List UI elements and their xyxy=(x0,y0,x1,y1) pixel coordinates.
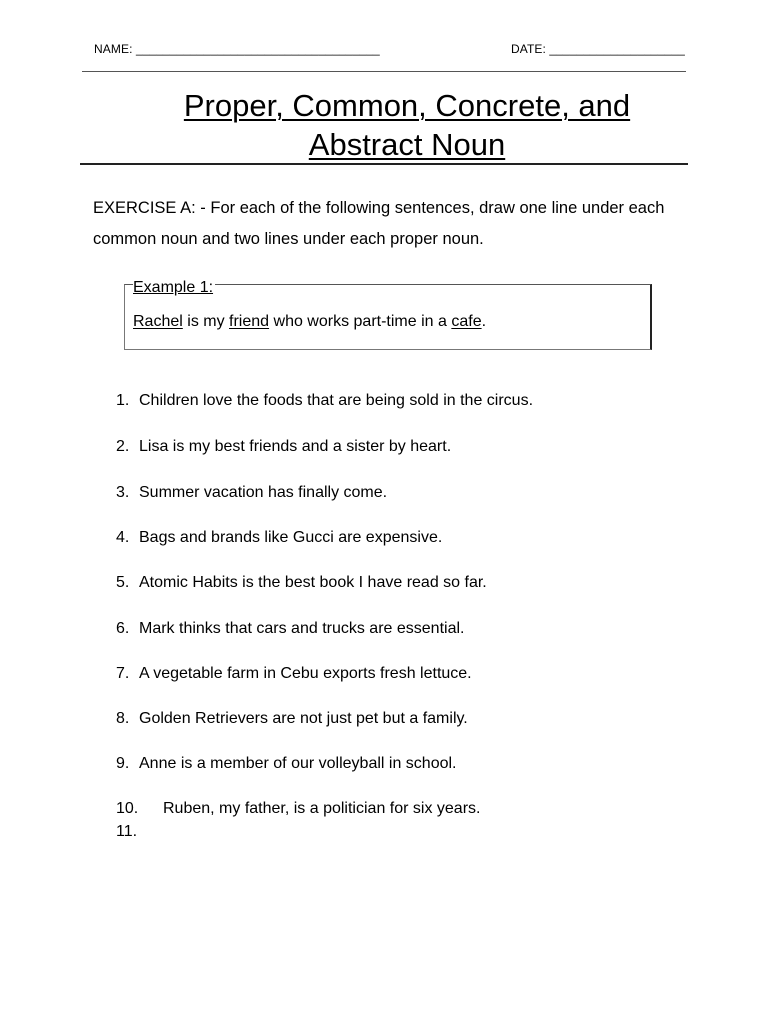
item-sentence: Lisa is my best friends and a sister by heart. xyxy=(139,438,452,455)
item-number: 3. xyxy=(116,484,130,501)
item-sentence: Mark thinks that cars and trucks are essential. xyxy=(139,620,465,637)
item-sentence: Anne is a member of our volleyball in school. xyxy=(139,755,457,772)
list-item xyxy=(116,665,472,683)
list-item xyxy=(116,484,387,502)
name-field-label: NAME: ____________________________________ xyxy=(94,42,380,56)
item-number: 4. xyxy=(116,529,130,546)
title-divider xyxy=(80,163,688,165)
item-number: 8. xyxy=(116,710,130,727)
item-sentence: Golden Retrievers are not just pet but a family. xyxy=(139,710,468,727)
example-title: Example 1: xyxy=(133,279,214,296)
item-sentence: Bags and brands like Gucci are expensive. xyxy=(139,529,443,546)
list-item xyxy=(116,710,468,728)
list-item xyxy=(116,800,480,818)
example-text: is my xyxy=(182,313,230,330)
header-divider xyxy=(82,71,686,72)
item-number: 10. xyxy=(116,800,139,817)
title-line-1: Proper, Common, Concrete, and xyxy=(183,88,631,123)
example-proper-noun: Rachel xyxy=(133,313,183,330)
item-number: 5. xyxy=(116,574,130,591)
example-common-noun: cafe xyxy=(451,313,482,330)
item-sentence: Summer vacation has finally come. xyxy=(139,484,388,501)
list-item xyxy=(116,392,533,410)
item-sentence: Ruben, my father, is a politician for six years. xyxy=(163,800,481,817)
list-item xyxy=(116,574,487,592)
list-item xyxy=(116,823,163,841)
item-sentence: Atomic Habits is the best book I have read so far. xyxy=(139,574,487,591)
example-text: who works part-time in a xyxy=(269,313,452,330)
item-sentence: Children love the foods that are being sold in the circus. xyxy=(139,392,534,409)
list-item xyxy=(116,529,442,547)
item-number: 7. xyxy=(116,665,130,682)
example-sentence xyxy=(133,313,486,331)
list-item xyxy=(116,438,451,456)
item-sentence: A vegetable farm in Cebu exports fresh lettuce. xyxy=(139,665,472,682)
example-common-noun: friend xyxy=(229,313,270,330)
list-item xyxy=(116,620,464,638)
date-field-label: DATE: ____________________ xyxy=(511,42,685,56)
item-number: 9. xyxy=(116,755,130,772)
page-title xyxy=(100,86,714,164)
exercise-instructions: EXERCISE A: - For each of the following sentences, draw one line under each common noun and two lines under each proper noun. xyxy=(93,199,665,248)
title-line-2: Abstract Noun xyxy=(308,127,506,162)
item-number: 1. xyxy=(116,392,130,409)
item-number: 2. xyxy=(116,438,130,455)
item-number: 6. xyxy=(116,620,130,637)
item-number: 11. xyxy=(116,823,138,840)
list-item xyxy=(116,755,457,773)
example-text: . xyxy=(481,313,487,330)
